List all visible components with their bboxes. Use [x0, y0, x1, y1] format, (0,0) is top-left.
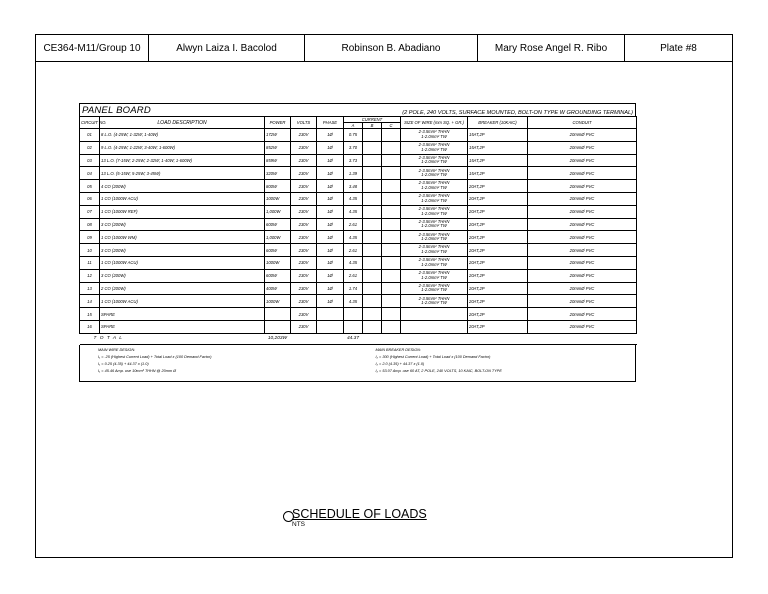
- volts-cell: 230V: [291, 244, 317, 257]
- table-row: [80, 308, 637, 321]
- volts-cell: 230V: [291, 218, 317, 231]
- main-wire-design: [80, 345, 358, 381]
- total-label: T O T A L: [80, 333, 265, 344]
- breaker-cell: 15AT,2P: [468, 167, 528, 180]
- circuit-number-cell: 02: [80, 141, 100, 154]
- power-cell: 1000W: [265, 295, 291, 308]
- wire-size-cell: [401, 218, 468, 231]
- current-b-cell: [363, 231, 382, 244]
- volts-cell: 230V: [291, 320, 317, 333]
- current-c-cell: [382, 269, 401, 282]
- conduit-cell: 20mmØ PVC: [528, 205, 637, 218]
- wire-line-2: 1-2.0mm² TW: [421, 249, 447, 255]
- schedule-title-text: SCHEDULE OF LOADS: [292, 507, 427, 521]
- current-c-cell: [382, 231, 401, 244]
- wire-size-cell: [401, 231, 468, 244]
- current-b-cell: [363, 192, 382, 205]
- wire-size-cell: [401, 295, 468, 308]
- breaker-cell: 20AT,2P: [468, 295, 528, 308]
- wire-line-1: 2-3.5mm² THHN: [418, 270, 450, 276]
- current-c-cell: [382, 129, 401, 142]
- wire-line-1: 2-3.5mm² THHN: [418, 218, 450, 224]
- col-phase: PHASE: [317, 117, 344, 129]
- wire-size-cell: [401, 269, 468, 282]
- load-description-cell: 1 CO (1000W ACU): [100, 295, 265, 308]
- phase-cell: 1Ø: [317, 231, 344, 244]
- wire-line-2: 1-2.0mm² TW: [421, 274, 447, 280]
- table-row: [80, 192, 637, 205]
- power-cell: 600W: [265, 269, 291, 282]
- load-description-cell: 9 L.O. (4-25W; 1-22W; 3-40W; 1-600W): [100, 141, 265, 154]
- table-row: [80, 154, 637, 167]
- current-c-cell: [382, 218, 401, 231]
- wire-size-cell: [401, 129, 468, 142]
- current-a-cell: 1.39: [344, 167, 363, 180]
- current-b-cell: [363, 244, 382, 257]
- current-a-cell: 1.74: [344, 282, 363, 295]
- wire-size-cell: [401, 154, 468, 167]
- phase-cell: 1Ø: [317, 141, 344, 154]
- current-c-cell: [382, 295, 401, 308]
- current-b-cell: [363, 269, 382, 282]
- main-breaker-design: [358, 345, 636, 381]
- circuit-number-cell: 14: [80, 295, 100, 308]
- conduit-cell: 20mmØ PVC: [528, 167, 637, 180]
- col-current-a: A: [344, 123, 363, 129]
- current-a-cell: 4.35: [344, 205, 363, 218]
- current-a-cell: 4.35: [344, 256, 363, 269]
- conduit-cell: 20mmØ PVC: [528, 308, 637, 321]
- power-cell: [265, 308, 291, 321]
- col-current-c: C: [382, 123, 401, 129]
- table-row: [80, 244, 637, 257]
- phase-cell: 1Ø: [317, 154, 344, 167]
- col-power: POWER: [265, 117, 291, 129]
- conduit-cell: 20mmØ PVC: [528, 218, 637, 231]
- current-c-cell: [382, 141, 401, 154]
- table-row: [80, 141, 637, 154]
- main-wire-line-1: I₁ = .25 (Highest Current Load) + Total Load x (100 Demand Factor): [98, 354, 212, 359]
- power-cell: 800W: [265, 180, 291, 193]
- panel-board-header: [79, 103, 636, 116]
- phase-cell: 1Ø: [317, 244, 344, 257]
- circuit-number-cell: 03: [80, 154, 100, 167]
- breaker-cell: 15AT,2P: [468, 129, 528, 142]
- phase-cell: 1Ø: [317, 269, 344, 282]
- phase-cell: [317, 320, 344, 333]
- conduit-cell: 20mmØ PVC: [528, 282, 637, 295]
- wire-line-2: 1-2.0mm² TW: [421, 261, 447, 267]
- total-current: 44.37: [344, 333, 363, 344]
- circuit-number-cell: 01: [80, 129, 100, 142]
- current-b-cell: [363, 154, 382, 167]
- current-a-cell: 3.73: [344, 154, 363, 167]
- conduit-cell: 20mmØ PVC: [528, 154, 637, 167]
- volts-cell: 230V: [291, 205, 317, 218]
- phase-cell: 1Ø: [317, 180, 344, 193]
- breaker-cell: 20AT,2P: [468, 308, 528, 321]
- table-row: [80, 320, 637, 333]
- load-schedule-table: [79, 116, 637, 345]
- wire-line-2: 1-2.0mm² TW: [421, 300, 447, 306]
- current-c-cell: [382, 244, 401, 257]
- current-b-cell: [363, 218, 382, 231]
- wire-line-1: 2-3.5mm² THHN: [418, 257, 450, 263]
- current-b-cell: [363, 282, 382, 295]
- current-a-cell: 2.61: [344, 244, 363, 257]
- power-cell: 600W: [265, 218, 291, 231]
- phase-cell: 1Ø: [317, 295, 344, 308]
- load-description-cell: 13 L.O. (5-15W; 5-25W; 3-45W): [100, 167, 265, 180]
- course-code: CE364-M11/Group 10: [36, 35, 149, 61]
- wire-line-1: 2-3.5mm² THHN: [418, 154, 450, 160]
- volts-cell: 230V: [291, 282, 317, 295]
- wire-size-cell: [401, 244, 468, 257]
- wire-line-1: 2-3.5mm² THHN: [418, 244, 450, 250]
- current-b-cell: [363, 320, 382, 333]
- breaker-cell: 20AT,2P: [468, 205, 528, 218]
- current-b-cell: [363, 167, 382, 180]
- circuit-number-cell: 10: [80, 244, 100, 257]
- volts-cell: 230V: [291, 269, 317, 282]
- table-row: [80, 269, 637, 282]
- power-cell: [265, 320, 291, 333]
- plate-number: Plate #8: [660, 42, 697, 54]
- circuit-number-cell: 06: [80, 192, 100, 205]
- phase-cell: 1Ø: [317, 192, 344, 205]
- power-cell: 1000W: [265, 192, 291, 205]
- wire-size-cell: [401, 205, 468, 218]
- main-breaker-line-3: I₂ = 53.07 Amp. use 60 AT, 2 POLE, 240 VOLTS, 10 KAIC, BOLT-ON TYPE: [375, 368, 502, 373]
- circuit-number-cell: 11: [80, 256, 100, 269]
- col-conduit: CONDUIT: [528, 117, 637, 129]
- wire-line-2: 1-2.0mm² TW: [421, 172, 447, 178]
- circuit-number-cell: 04: [80, 167, 100, 180]
- table-row: [80, 218, 637, 231]
- load-description-cell: 2 CO (200W): [100, 282, 265, 295]
- panel-board-schedule: [79, 103, 636, 382]
- conduit-cell: 20mmØ PVC: [528, 231, 637, 244]
- wire-line-2: 1-2.0mm² TW: [421, 197, 447, 203]
- current-b-cell: [363, 205, 382, 218]
- power-cell: 859W: [265, 154, 291, 167]
- power-cell: 1,000W: [265, 205, 291, 218]
- wire-size-cell: [401, 308, 468, 321]
- current-a-cell: 4.35: [344, 192, 363, 205]
- main-wire-title: MAIN WIRE DESIGN:: [98, 347, 136, 352]
- volts-cell: 230V: [291, 180, 317, 193]
- volts-cell: 230V: [291, 129, 317, 142]
- breaker-cell: 20AT,2P: [468, 320, 528, 333]
- current-c-cell: [382, 192, 401, 205]
- breaker-cell: 20AT,2P: [468, 269, 528, 282]
- wire-size-cell: [401, 141, 468, 154]
- wire-line-1: 2-3.5mm² THHN: [418, 193, 450, 199]
- wire-size-cell: [401, 256, 468, 269]
- wire-line-2: 1-2.0mm² TW: [421, 223, 447, 229]
- breaker-cell: 15AT,2P: [468, 154, 528, 167]
- wire-line-2: 1-2.0mm² TW: [421, 185, 447, 191]
- wire-line-1: 2-3.5mm² THHN: [418, 231, 450, 237]
- breaker-cell: 20AT,2P: [468, 256, 528, 269]
- wire-line-1: 2-3.5mm² THHN: [418, 129, 450, 135]
- current-c-cell: [382, 205, 401, 218]
- current-c-cell: [382, 180, 401, 193]
- phase-cell: 1Ø: [317, 167, 344, 180]
- main-breaker-line-1: I₂ = 300 (Highest Current Load) + Total Load x (100 Demand Factor): [375, 354, 491, 359]
- load-description-cell: 3 CO (200W): [100, 244, 265, 257]
- current-b-cell: [363, 129, 382, 142]
- wire-size-cell: [401, 282, 468, 295]
- load-description-cell: 1 CO (1000W ACU): [100, 256, 265, 269]
- member-name-3: Mary Rose Angel R. Ribo: [478, 35, 625, 61]
- wire-line-1: 2-3.5mm² THHN: [418, 282, 450, 288]
- conduit-cell: 20mmØ PVC: [528, 256, 637, 269]
- wire-line-1: 2-3.5mm² THHN: [418, 206, 450, 212]
- main-breaker-title: MAIN BREAKER DESIGN:: [375, 347, 421, 352]
- member-name-2: Robinson B. Abadiano: [305, 35, 478, 61]
- wire-line-1: 2-3.5mm² THHN: [418, 167, 450, 173]
- conduit-cell: 20mmØ PVC: [528, 129, 637, 142]
- load-description-cell: 8 L.O. (4-25W; 1-32W; 1-40W): [100, 129, 265, 142]
- scale-note: NTS: [292, 521, 305, 528]
- volts-cell: 230V: [291, 154, 317, 167]
- volts-cell: 230V: [291, 192, 317, 205]
- volts-cell: 230V: [291, 231, 317, 244]
- member-name-1: Alwyn Laiza I. Bacolod: [149, 35, 305, 61]
- phase-cell: 1Ø: [317, 129, 344, 142]
- current-b-cell: [363, 295, 382, 308]
- wire-size-cell: [401, 320, 468, 333]
- phase-cell: [317, 308, 344, 321]
- power-cell: 1,000W: [265, 231, 291, 244]
- load-description-cell: 4 CO (200W): [100, 180, 265, 193]
- col-wire-size: SIZE OF WIRE (mm SQ. + GR.): [401, 117, 468, 129]
- schedule-body: [80, 129, 637, 334]
- conduit-cell: 20mmØ PVC: [528, 180, 637, 193]
- breaker-cell: 15AT,2P: [468, 141, 528, 154]
- current-c-cell: [382, 282, 401, 295]
- wire-line-1: 2-3.5mm² THHN: [418, 295, 450, 301]
- current-a-cell: [344, 308, 363, 321]
- circuit-number-cell: 13: [80, 282, 100, 295]
- current-a-cell: 2.61: [344, 218, 363, 231]
- phase-cell: 1Ø: [317, 218, 344, 231]
- wire-line-2: 1-2.0mm² TW: [421, 236, 447, 242]
- design-notes: [79, 345, 636, 382]
- current-c-cell: [382, 154, 401, 167]
- load-description-cell: 13 L.O. (7-15W; 2-25W; 2-32W; 1-40W; 1-600W): [100, 154, 265, 167]
- table-row: [80, 205, 637, 218]
- circuit-number-cell: 08: [80, 218, 100, 231]
- main-wire-line-3: I₁ = 45.46 Amp. use 10mm² THHN @ 20mm Ø: [98, 368, 177, 373]
- circuit-number-cell: 09: [80, 231, 100, 244]
- current-c-cell: [382, 320, 401, 333]
- col-volts: VOLTS: [291, 117, 317, 129]
- wire-line-2: 1-2.0mm² TW: [421, 287, 447, 293]
- table-row: [80, 256, 637, 269]
- wire-size-cell: [401, 167, 468, 180]
- current-a-cell: 4.35: [344, 295, 363, 308]
- phase-cell: 1Ø: [317, 205, 344, 218]
- panel-board-title: PANEL BOARD: [82, 105, 151, 116]
- wire-size-cell: [401, 192, 468, 205]
- breaker-cell: 20AT,2P: [468, 244, 528, 257]
- current-a-cell: 3.70: [344, 141, 363, 154]
- conduit-cell: 20mmØ PVC: [528, 141, 637, 154]
- current-a-cell: 0.75: [344, 129, 363, 142]
- wire-line-2: 1-2.0mm² TW: [421, 159, 447, 165]
- circuit-number-cell: 12: [80, 269, 100, 282]
- col-current: CURRENT: [344, 117, 401, 123]
- main-breaker-line-2: I₂ = 2.0 (4.35) + 44.37 x (1.0): [375, 361, 425, 366]
- conduit-cell: 20mmØ PVC: [528, 295, 637, 308]
- wire-line-1: 2-3.5mm² THHN: [418, 142, 450, 148]
- breaker-cell: 20AT,2P: [468, 180, 528, 193]
- col-load-description: LOAD DESCRIPTION: [100, 117, 265, 129]
- main-wire-line-2: I₁ = 0.25 (4.35) + 44.37 x (1.0): [98, 361, 149, 366]
- current-a-cell: 2.61: [344, 269, 363, 282]
- current-b-cell: [363, 308, 382, 321]
- phase-cell: 1Ø: [317, 282, 344, 295]
- conduit-cell: 20mmØ PVC: [528, 269, 637, 282]
- conduit-cell: 20mmØ PVC: [528, 192, 637, 205]
- power-cell: 320W: [265, 167, 291, 180]
- load-description-cell: SPARE: [100, 320, 265, 333]
- circuit-number-cell: 05: [80, 180, 100, 193]
- load-description-cell: 1 CO (1000W ACU): [100, 192, 265, 205]
- current-b-cell: [363, 256, 382, 269]
- load-description-cell: 3 CO (200W): [100, 269, 265, 282]
- power-cell: 600W: [265, 244, 291, 257]
- volts-cell: 230V: [291, 141, 317, 154]
- panel-board-subtitle: (2 POLE, 240 VOLTS, SURFACE MOUNTED, BOLT-ON TYPE W GROUNDING TERMINAL): [402, 110, 633, 116]
- circuit-number-cell: 15: [80, 308, 100, 321]
- current-b-cell: [363, 180, 382, 193]
- breaker-cell: 20AT,2P: [468, 218, 528, 231]
- col-circuit-no: CIRCUIT NO.: [80, 117, 100, 129]
- load-description-cell: SPARE: [100, 308, 265, 321]
- volts-cell: 230V: [291, 167, 317, 180]
- conduit-cell: 20mmØ PVC: [528, 320, 637, 333]
- table-row: [80, 167, 637, 180]
- table-row: [80, 180, 637, 193]
- breaker-cell: 20AT,2P: [468, 231, 528, 244]
- load-description-cell: 3 CO (200W): [100, 218, 265, 231]
- circuit-number-cell: 07: [80, 205, 100, 218]
- current-a-cell: 3.48: [344, 180, 363, 193]
- table-row: [80, 295, 637, 308]
- wire-size-cell: [401, 180, 468, 193]
- table-row: [80, 129, 637, 142]
- power-cell: 400W: [265, 282, 291, 295]
- col-breaker: BREAKER (10KAIC): [468, 117, 528, 129]
- load-description-cell: 1 CO (1000W REF): [100, 205, 265, 218]
- breaker-cell: 20AT,2P: [468, 282, 528, 295]
- current-c-cell: [382, 167, 401, 180]
- phase-cell: 1Ø: [317, 256, 344, 269]
- title-block: [36, 35, 732, 62]
- power-cell: 852W: [265, 141, 291, 154]
- current-b-cell: [363, 141, 382, 154]
- volts-cell: 230V: [291, 256, 317, 269]
- power-cell: 1000W: [265, 256, 291, 269]
- current-c-cell: [382, 308, 401, 321]
- volts-cell: 230V: [291, 295, 317, 308]
- table-row: [80, 231, 637, 244]
- power-cell: 172W: [265, 129, 291, 142]
- wire-line-2: 1-2.0mm² TW: [421, 133, 447, 139]
- wire-line-2: 1-2.0mm² TW: [421, 146, 447, 152]
- wire-line-1: 2-3.5mm² THHN: [418, 180, 450, 186]
- volts-cell: 230V: [291, 308, 317, 321]
- total-power: 10,203W: [265, 333, 291, 344]
- circuit-number-cell: 16: [80, 320, 100, 333]
- conduit-cell: 20mmØ PVC: [528, 244, 637, 257]
- load-description-cell: 1 CO (1000W WM): [100, 231, 265, 244]
- breaker-cell: 20AT,2P: [468, 192, 528, 205]
- current-c-cell: [382, 256, 401, 269]
- total-row: [80, 333, 637, 344]
- current-a-cell: 4.35: [344, 231, 363, 244]
- table-row: [80, 282, 637, 295]
- wire-line-2: 1-2.0mm² TW: [421, 210, 447, 216]
- col-current-b: B: [363, 123, 382, 129]
- current-a-cell: [344, 320, 363, 333]
